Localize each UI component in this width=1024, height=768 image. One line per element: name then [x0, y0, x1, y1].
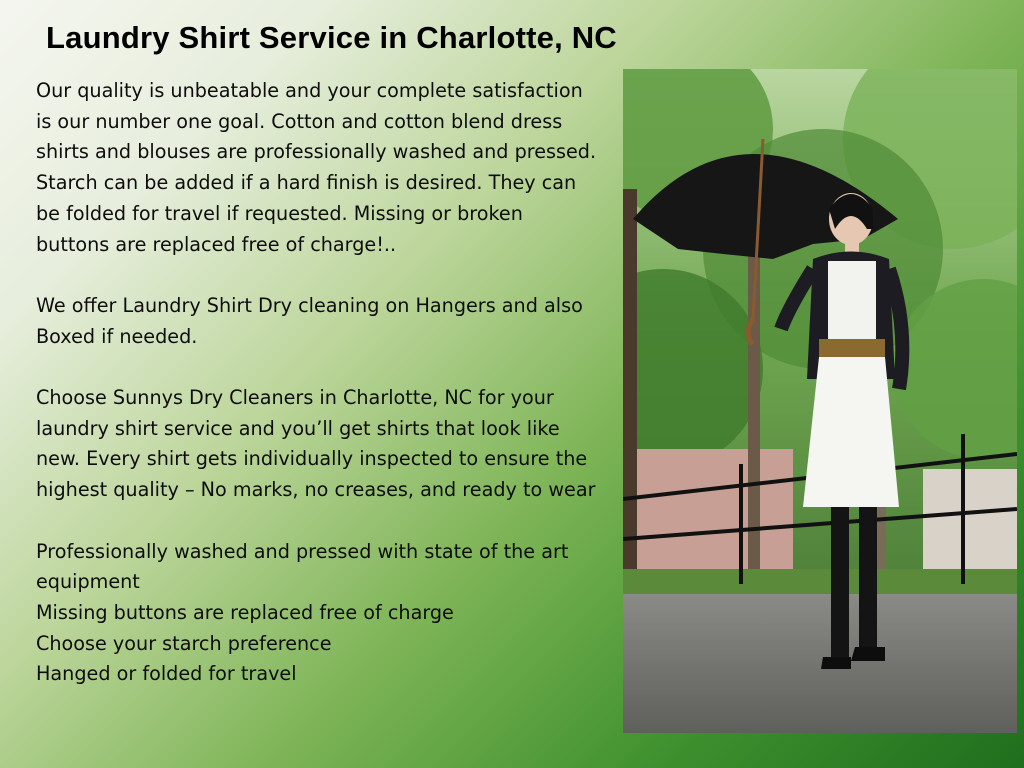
- feature-item: Missing buttons are replaced free of charge: [36, 600, 454, 624]
- page-title: Laundry Shirt Service in Charlotte, NC: [46, 20, 617, 55]
- hangers-paragraph: We offer Laundry Shirt Dry cleaning on Hangers and also Boxed if needed.: [36, 293, 583, 348]
- intro-paragraph: Our quality is unbeatable and your complete satisfaction is our number one goal. Cotton and cotton blend dress shirts and blouses are professionally washed and pressed. Starch can be added if a hard finish is desired. They can be folded for travel if requested. Missing or broken buttons are replaced free of charge!..: [36, 79, 597, 256]
- feature-item: Hanged or folded for travel: [36, 662, 297, 686]
- woman-with-umbrella-photo: [623, 69, 1017, 733]
- feature-item: Professionally washed and pressed with state of the art equipment: [36, 539, 569, 594]
- choose-paragraph: Choose Sunnys Dry Cleaners in Charlotte, NC for your laundry shirt service and you’ll get shirts that look like new. Every shirt gets individually inspected to ensure the highest quality – No marks, no creases, and ready to wear: [36, 386, 596, 502]
- feature-item: Choose your starch preference: [36, 631, 332, 655]
- body-text: [36, 76, 601, 690]
